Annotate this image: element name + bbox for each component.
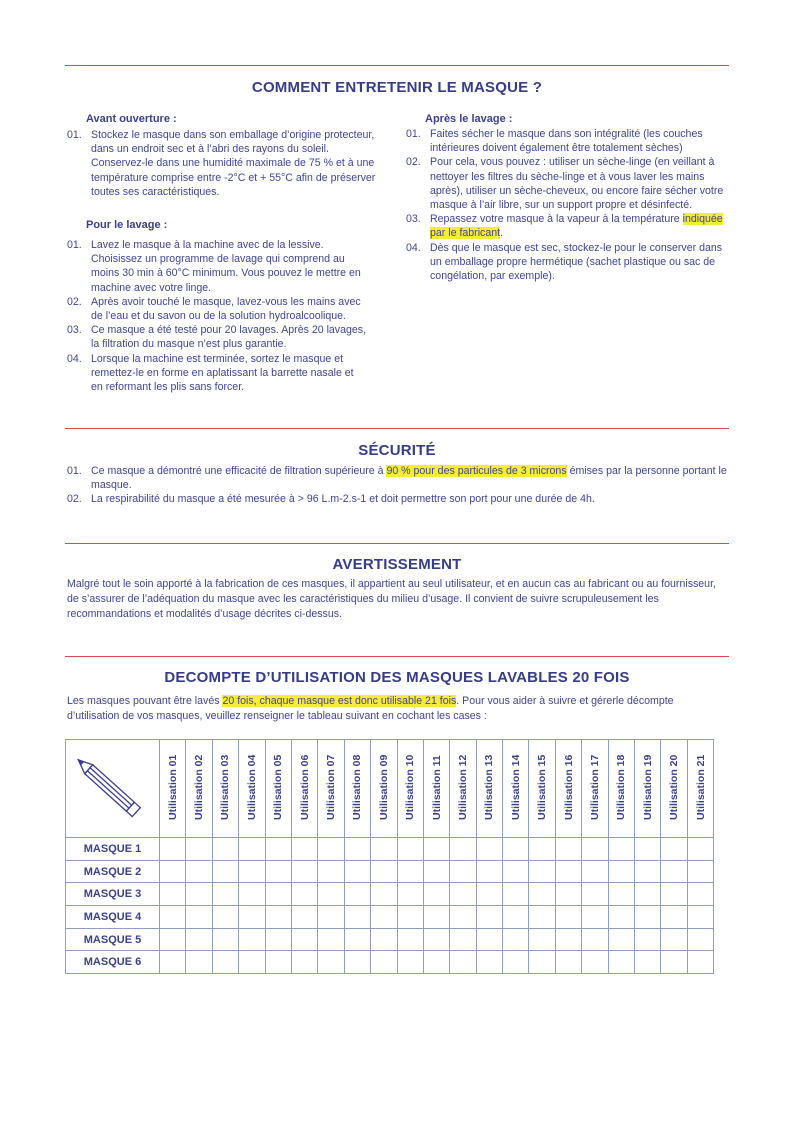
checkbox-cell[interactable] bbox=[450, 883, 476, 906]
checkbox-cell[interactable] bbox=[582, 951, 608, 974]
checkbox-cell[interactable] bbox=[608, 838, 634, 861]
column-header: Utilisation 10 bbox=[397, 740, 423, 838]
checkbox-cell[interactable] bbox=[582, 928, 608, 951]
list-item: 02. Pour cela, vous pouvez : utiliser un sèche-linge (en veillant à nettoyer les filtres du sèche-linge et à vous laver les mains après), utiliser un sèche-cheveux, ou encore faire sécher votre masque à l’air libre, sur un support propre et désinfecté. bbox=[406, 156, 724, 212]
list-item: 01. Lavez le masque à la machine avec de la lessive. Choisissez un programme de lavage qui comprend au moins 30 min à 60°C minimum. Vous pouvez le mettre en machine avec votre linge. bbox=[67, 239, 361, 294]
checkbox-cell[interactable] bbox=[503, 906, 529, 929]
checkbox-cell[interactable] bbox=[186, 883, 212, 906]
checkbox-cell[interactable] bbox=[239, 883, 265, 906]
checkbox-cell[interactable] bbox=[423, 951, 449, 974]
checkbox-cell[interactable] bbox=[476, 906, 502, 929]
column-header: Utilisation 13 bbox=[476, 740, 502, 838]
checkbox-cell[interactable] bbox=[582, 906, 608, 929]
checkbox-cell[interactable] bbox=[476, 838, 502, 861]
checkbox-cell[interactable] bbox=[318, 883, 344, 906]
checkbox-cell[interactable] bbox=[212, 906, 238, 929]
column-header: Utilisation 17 bbox=[582, 740, 608, 838]
row-label: MASQUE 5 bbox=[66, 928, 160, 951]
list-apres bbox=[406, 127, 724, 283]
checkbox-cell[interactable] bbox=[687, 928, 713, 951]
table-row bbox=[66, 951, 714, 974]
checkbox-cell[interactable] bbox=[318, 951, 344, 974]
checkbox-cell[interactable] bbox=[291, 883, 317, 906]
checkbox-cell[interactable] bbox=[291, 928, 317, 951]
checkbox-cell[interactable] bbox=[661, 860, 687, 883]
list-item: 02. Après avoir touché le masque, lavez-vous les mains avec de l’eau et du savon ou de la solution hydroalcoolique. bbox=[67, 295, 361, 323]
checkbox-cell[interactable] bbox=[608, 860, 634, 883]
checkbox-cell[interactable] bbox=[371, 883, 397, 906]
checkbox-cell[interactable] bbox=[239, 860, 265, 883]
checkbox-cell[interactable] bbox=[291, 951, 317, 974]
checkbox-cell[interactable] bbox=[265, 951, 291, 974]
checkbox-cell[interactable] bbox=[397, 883, 423, 906]
checkbox-cell[interactable] bbox=[582, 838, 608, 861]
row-label: MASQUE 6 bbox=[66, 951, 160, 974]
checkbox-cell[interactable] bbox=[344, 928, 370, 951]
checkbox-cell[interactable] bbox=[397, 951, 423, 974]
list-securite bbox=[67, 464, 727, 507]
checkbox-cell[interactable] bbox=[529, 883, 555, 906]
section-title-decompte: DECOMPTE D’UTILISATION DES MASQUES LAVABLES 20 FOIS bbox=[164, 669, 630, 686]
checkbox-cell[interactable] bbox=[265, 883, 291, 906]
highlight: 90 % pour des particules de 3 microns bbox=[386, 465, 567, 477]
column-header: Utilisation 11 bbox=[423, 740, 449, 838]
checkbox-cell[interactable] bbox=[529, 951, 555, 974]
list-item: 01. Ce masque a démontré une efficacité de filtration supérieure à 90 % pour des particules de 3 microns émises par la personne portant le masque. bbox=[67, 465, 727, 492]
checkbox-cell[interactable] bbox=[212, 883, 238, 906]
column-header: Utilisation 14 bbox=[503, 740, 529, 838]
highlight: 20 fois, chaque masque est donc utilisable 21 fois bbox=[222, 695, 457, 707]
checkbox-cell[interactable] bbox=[555, 928, 581, 951]
highlight: indiquée par le fabricant bbox=[430, 213, 723, 240]
checkbox-cell[interactable] bbox=[608, 928, 634, 951]
checkbox-cell[interactable] bbox=[450, 906, 476, 929]
checkbox-cell[interactable] bbox=[239, 951, 265, 974]
checkbox-cell[interactable] bbox=[212, 928, 238, 951]
checkbox-cell[interactable] bbox=[529, 928, 555, 951]
checkbox-cell[interactable] bbox=[608, 883, 634, 906]
checkbox-cell[interactable] bbox=[476, 860, 502, 883]
checkbox-cell[interactable] bbox=[212, 838, 238, 861]
checkbox-cell[interactable] bbox=[371, 860, 397, 883]
checkbox-cell[interactable] bbox=[371, 928, 397, 951]
table-row bbox=[66, 928, 714, 951]
column-header: Utilisation 02 bbox=[186, 740, 212, 838]
column-header: Utilisation 04 bbox=[239, 740, 265, 838]
checkbox-cell[interactable] bbox=[160, 838, 186, 861]
checkbox-cell[interactable] bbox=[503, 951, 529, 974]
checkbox-cell[interactable] bbox=[503, 838, 529, 861]
checkbox-cell[interactable] bbox=[450, 838, 476, 861]
checkbox-cell[interactable] bbox=[265, 860, 291, 883]
subheading-apres: Après le lavage : bbox=[425, 113, 513, 125]
checkbox-cell[interactable] bbox=[291, 860, 317, 883]
checkbox-cell[interactable] bbox=[555, 838, 581, 861]
checkbox-cell[interactable] bbox=[318, 906, 344, 929]
table-corner bbox=[66, 740, 160, 838]
checkbox-cell[interactable] bbox=[160, 860, 186, 883]
checkbox-cell[interactable] bbox=[450, 860, 476, 883]
checkbox-cell[interactable] bbox=[661, 928, 687, 951]
checkbox-cell[interactable] bbox=[635, 928, 661, 951]
section-title-entretien: COMMENT ENTRETENIR LE MASQUE ? bbox=[251, 79, 543, 96]
checkbox-cell[interactable] bbox=[687, 951, 713, 974]
checkbox-cell[interactable] bbox=[555, 860, 581, 883]
column-header: Utilisation 19 bbox=[635, 740, 661, 838]
checkbox-cell[interactable] bbox=[687, 906, 713, 929]
pencil-icon bbox=[66, 740, 159, 837]
divider bbox=[65, 656, 729, 657]
checkbox-cell[interactable] bbox=[423, 928, 449, 951]
checkbox-cell[interactable] bbox=[635, 838, 661, 861]
checkbox-cell[interactable] bbox=[186, 860, 212, 883]
checkbox-cell[interactable] bbox=[608, 906, 634, 929]
checkbox-cell[interactable] bbox=[635, 906, 661, 929]
checkbox-cell[interactable] bbox=[186, 906, 212, 929]
checkbox-cell[interactable] bbox=[212, 951, 238, 974]
checkbox-cell[interactable] bbox=[555, 951, 581, 974]
column-header: Utilisation 15 bbox=[529, 740, 555, 838]
checkbox-cell[interactable] bbox=[265, 838, 291, 861]
checkbox-cell[interactable] bbox=[476, 951, 502, 974]
checkbox-cell[interactable] bbox=[318, 860, 344, 883]
checkbox-cell[interactable] bbox=[555, 906, 581, 929]
checkbox-cell[interactable] bbox=[239, 906, 265, 929]
column-header: Utilisation 16 bbox=[555, 740, 581, 838]
list-item: 03. Repassez votre masque à la vapeur à la température indiquée par le fabricant. bbox=[406, 213, 723, 240]
checkbox-cell[interactable] bbox=[318, 928, 344, 951]
column-header: Utilisation 01 bbox=[160, 740, 186, 838]
checkbox-cell[interactable] bbox=[212, 860, 238, 883]
checkbox-cell[interactable] bbox=[450, 951, 476, 974]
checkbox-cell[interactable] bbox=[397, 838, 423, 861]
checkbox-cell[interactable] bbox=[160, 951, 186, 974]
checkbox-cell[interactable] bbox=[423, 838, 449, 861]
row-label: MASQUE 1 bbox=[66, 838, 160, 861]
checkbox-cell[interactable] bbox=[344, 860, 370, 883]
column-header: Utilisation 09 bbox=[371, 740, 397, 838]
checkbox-cell[interactable] bbox=[423, 883, 449, 906]
checkbox-cell[interactable] bbox=[397, 860, 423, 883]
checkbox-cell[interactable] bbox=[503, 883, 529, 906]
checkbox-cell[interactable] bbox=[555, 883, 581, 906]
table-row bbox=[66, 883, 714, 906]
checkbox-cell[interactable] bbox=[582, 883, 608, 906]
usage-table bbox=[65, 739, 714, 974]
checkbox-cell[interactable] bbox=[265, 928, 291, 951]
list-avant bbox=[67, 128, 382, 199]
row-label: MASQUE 4 bbox=[66, 906, 160, 929]
table-row bbox=[66, 838, 714, 861]
subheading-avant: Avant ouverture : bbox=[86, 113, 177, 125]
checkbox-cell[interactable] bbox=[291, 906, 317, 929]
checkbox-cell[interactable] bbox=[582, 860, 608, 883]
checkbox-cell[interactable] bbox=[397, 928, 423, 951]
checkbox-cell[interactable] bbox=[160, 928, 186, 951]
checkbox-cell[interactable] bbox=[661, 951, 687, 974]
checkbox-cell[interactable] bbox=[344, 883, 370, 906]
checkbox-cell[interactable] bbox=[371, 906, 397, 929]
checkbox-cell[interactable] bbox=[529, 860, 555, 883]
checkbox-cell[interactable] bbox=[344, 838, 370, 861]
checkbox-cell[interactable] bbox=[344, 951, 370, 974]
checkbox-cell[interactable] bbox=[687, 838, 713, 861]
decompte-intro: Les masques pouvant être lavés 20 fois, chaque masque est donc utilisable 21 fois. Pour vous aider à suivre et gérerle décompte d’utilisation de vos masques, veuillez renseigner le tableau suivant en cochant les cases : bbox=[67, 695, 674, 722]
checkbox-cell[interactable] bbox=[344, 906, 370, 929]
checkbox-cell[interactable] bbox=[186, 928, 212, 951]
list-item: 04. Dès que le masque est sec, stockez-le pour le conserver dans un emballage propre hermétique (sachet plastique ou sac de congélation, par exemple). bbox=[406, 241, 723, 283]
list-item: 01. Faites sécher le masque dans son intégralité (les couches intérieures doivent également être totalement sèches) bbox=[406, 128, 703, 155]
checkbox-cell[interactable] bbox=[450, 928, 476, 951]
column-header: Utilisation 21 bbox=[687, 740, 713, 838]
checkbox-cell[interactable] bbox=[397, 906, 423, 929]
checkbox-cell[interactable] bbox=[186, 838, 212, 861]
checkbox-cell[interactable] bbox=[529, 838, 555, 861]
section-title-avertissement: AVERTISSEMENT bbox=[332, 556, 462, 573]
checkbox-cell[interactable] bbox=[529, 906, 555, 929]
checkbox-cell[interactable] bbox=[687, 883, 713, 906]
list-item: 01. Stockez le masque dans son emballage d’origine protecteur, dans un endroit sec et à l’abri des rayons du soleil. Conservez-le dans une humidité maximale de 75 % et à une température comprise entre -2°C et + 55°C afin de préserver toutes ses caractéristiques. bbox=[67, 129, 376, 198]
checkbox-cell[interactable] bbox=[160, 906, 186, 929]
checkbox-cell[interactable] bbox=[503, 860, 529, 883]
checkbox-cell[interactable] bbox=[476, 928, 502, 951]
checkbox-cell[interactable] bbox=[186, 951, 212, 974]
list-item: 04. Lorsque la machine est terminée, sortez le masque et remettez-le en forme en aplatissant la barrette nasale et en reformant les plis sans forcer. bbox=[67, 352, 354, 394]
checkbox-cell[interactable] bbox=[608, 951, 634, 974]
column-header: Utilisation 20 bbox=[661, 740, 687, 838]
list-lavage bbox=[67, 238, 367, 394]
checkbox-cell[interactable] bbox=[265, 906, 291, 929]
column-header: Utilisation 05 bbox=[265, 740, 291, 838]
checkbox-cell[interactable] bbox=[661, 906, 687, 929]
checkbox-cell[interactable] bbox=[318, 838, 344, 861]
divider bbox=[65, 543, 729, 544]
divider bbox=[65, 65, 729, 66]
checkbox-cell[interactable] bbox=[291, 838, 317, 861]
checkbox-cell[interactable] bbox=[239, 928, 265, 951]
subheading-lavage: Pour le lavage : bbox=[86, 219, 168, 231]
list-item: 03. Ce masque a été testé pour 20 lavages. Après 20 lavages, la filtration du masque n’est plus garantie. bbox=[67, 324, 367, 351]
checkbox-cell[interactable] bbox=[635, 951, 661, 974]
checkbox-cell[interactable] bbox=[160, 883, 186, 906]
column-header: Utilisation 07 bbox=[318, 740, 344, 838]
row-label: MASQUE 3 bbox=[66, 883, 160, 906]
checkbox-cell[interactable] bbox=[423, 906, 449, 929]
section-title-securite: SÉCURITÉ bbox=[358, 442, 436, 459]
checkbox-cell[interactable] bbox=[661, 883, 687, 906]
checkbox-cell[interactable] bbox=[239, 838, 265, 861]
checkbox-cell[interactable] bbox=[635, 860, 661, 883]
checkbox-cell[interactable] bbox=[423, 860, 449, 883]
column-header: Utilisation 06 bbox=[291, 740, 317, 838]
checkbox-cell[interactable] bbox=[503, 928, 529, 951]
avertissement-text: Malgré tout le soin apporté à la fabrication de ces masques, il appartient au seul utilisateur, et en aucun cas au fabricant ou au fournisseur, de s’assurer de l’adéquation du masque avec les caractéristiques du milieu d’usage. Il convient de suivre scrupuleusement les recommandations et modalités d’usage décrites ci-dessus. bbox=[67, 578, 716, 620]
table-header-row bbox=[66, 740, 714, 838]
checkbox-cell[interactable] bbox=[371, 838, 397, 861]
table-row bbox=[66, 860, 714, 883]
checkbox-cell[interactable] bbox=[635, 883, 661, 906]
checkbox-cell[interactable] bbox=[661, 838, 687, 861]
checkbox-cell[interactable] bbox=[476, 883, 502, 906]
table-row bbox=[66, 906, 714, 929]
row-label: MASQUE 2 bbox=[66, 860, 160, 883]
column-header: Utilisation 18 bbox=[608, 740, 634, 838]
checkbox-cell[interactable] bbox=[371, 951, 397, 974]
column-header: Utilisation 03 bbox=[212, 740, 238, 838]
column-header: Utilisation 12 bbox=[450, 740, 476, 838]
list-item: 02. La respirabilité du masque a été mesurée à > 96 L.m-2.s-1 et doit permettre son port pour une durée de 4h. bbox=[67, 493, 595, 506]
divider bbox=[65, 428, 729, 429]
checkbox-cell[interactable] bbox=[687, 860, 713, 883]
column-header: Utilisation 08 bbox=[344, 740, 370, 838]
